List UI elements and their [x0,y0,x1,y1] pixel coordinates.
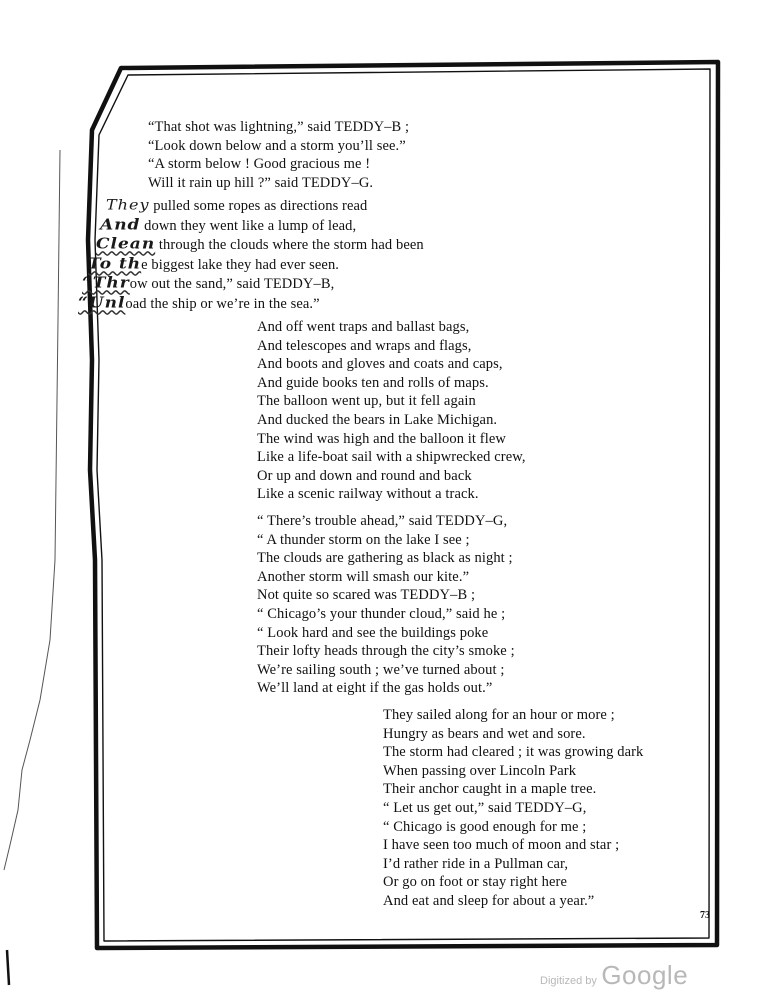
edge-mark [7,950,9,985]
poem-line [78,235,424,255]
poem-line: “A storm below ! Good gracious me ! [148,156,371,173]
stanza-4 [257,512,515,698]
poem-line: Not quite so scared was TEDDY–B ; [257,587,476,604]
decorative-word: “Thr [82,274,130,292]
poem-line: And ducked the bears in Lake Michigan. [257,411,498,428]
poem-line: The storm had cleared ; it was growing dark [383,744,644,761]
google-logo: Google [601,960,689,990]
poem-line: “ Let us get out,” said TEDDY–G, [383,799,587,816]
poem-line: When passing over Lincoln Park [383,762,577,779]
poem-line: And off went traps and ballast bags, [257,319,470,335]
poem-line: The balloon went up, but it fell again [257,393,476,410]
stanza-3 [257,318,526,504]
line-text: oad the ship or we’re in the sea.” [125,295,320,312]
line-text: e biggest lake they had ever seen. [141,256,340,273]
poem-line: “ Look hard and see the buildings poke [257,624,489,641]
poem-line: They sailed along for an hour or more ; [383,707,615,723]
poem-line: Their lofty heads through the city’s smoke ; [257,643,515,660]
torn-edge [4,150,60,870]
line-text: through the clouds where the storm had been [155,237,424,254]
poem-line: And telescopes and wraps and flags, [257,337,472,354]
poem-line [78,255,424,275]
decorative-word: Clean [96,235,156,253]
decorative-word: To th [88,255,142,273]
line-text: ow out the sand,” said TEDDY–B, [129,276,335,293]
poem-line: “ Chicago is good enough for me ; [383,818,587,835]
line-text: down they went like a lump of lead, [140,217,357,234]
poem-line: “ Chicago’s your thunder cloud,” said he ; [257,605,506,622]
poem-line: And guide books ten and rolls of maps. [257,374,489,391]
decorative-word: And [100,216,141,234]
watermark-prefix: Digitized by [540,975,597,987]
poem-line [78,274,424,294]
poem-line: Like a scenic railway without a track. [257,486,479,503]
poem-line: “ A thunder storm on the lake I see ; [257,531,470,548]
digitized-watermark [540,960,688,991]
poem-line: We’ll land at eight if the gas holds out.” [257,680,493,697]
poem-line: “That shot was lightning,” said TEDDY–B ; [148,119,410,135]
stanza-5 [383,706,643,911]
decorative-word: They [106,196,150,213]
poem-line: “Look down below and a storm you’ll see.” [148,137,406,154]
poem-line [78,294,424,314]
poem-line: Will it rain up hill ?” said TEDDY–G. [148,174,374,191]
poem-line: Like a life-boat sail with a shipwrecked crew, [257,449,526,466]
stanza-2-decorated [78,196,424,314]
poem-line: Another storm will smash our kite.” [257,568,470,585]
poem-line: Or go on foot or stay right here [383,874,568,891]
poem-line: The clouds are gathering as black as night ; [257,550,513,567]
poem-line: I have seen too much of moon and star ; [383,837,620,854]
poem-line: The wind was high and the balloon it flew [257,430,506,447]
stanza-1 [148,118,409,192]
line-text: pulled some ropes as directions read [149,198,368,214]
poem-line [78,196,424,216]
poem-line: And boots and gloves and coats and caps, [257,356,503,373]
page-number: 73 [700,910,710,921]
poem-line: We’re sailing south ; we’ve turned about ; [257,661,505,678]
poem-line: I’d rather ride in a Pullman car, [383,855,569,872]
poem-line: “ There’s trouble ahead,” said TEDDY–G, [257,513,508,529]
poem-line: And eat and sleep for about a year.” [383,892,595,909]
poem-line: Or up and down and round and back [257,467,472,484]
poem-line [78,216,424,236]
poem-line: Hungry as bears and wet and sore. [383,725,586,742]
poem-line: Their anchor caught in a maple tree. [383,781,597,798]
decorative-word: “Unl [78,294,126,312]
